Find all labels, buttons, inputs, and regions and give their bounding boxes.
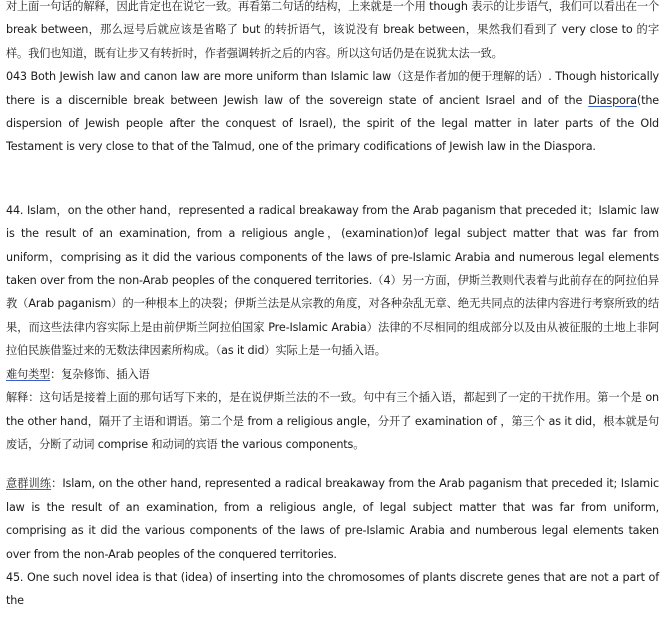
diaspora-underlined-term: Diaspora <box>588 93 637 107</box>
paragraph-sentence-45: 45. One such novel idea is that (idea) of inserting into the chromosomes of plants discrete genes that are not a part of the <box>6 570 659 608</box>
paragraph-sentence-043 <box>6 65 659 159</box>
sense-group-text: ：Islam, on the other hand, represented a radical breakaway from the Arab paganism that preceded it; Islamic law is the result of an examination, from a religious angle, of legal subject matter that was far from uniform, comprising as it did the various components of the laws of pre-Islamic Arabia and numberous legal elements taken over from the non-Arab peoples of the conquered territories. <box>6 477 659 561</box>
paragraph-sense-group-training <box>6 472 659 566</box>
paragraph-sentence-44: 44. Islam，on the other hand，represented a radical breakaway from the Arab paganism that preceded it；Islamic law is the result of an examination, from a religious angle，(examination)of legal subject matter that was far from uniform，comprising as it did the various components of the laws of pre-Islamic Arabia and numerous legal elements taken over from the non-Arab peoples of the conquered territories.（4）另一方面，伊斯兰教则代表着与此前存在的阿拉伯异教（Arab paganism）的一种根本上的决裂；伊斯兰法是从宗教的角度，对各种杂乱无章、绝无共同点的法律内容进行考察所致的结果，而这些法律内容实际上是由前伊斯兰阿拉伯国家 Pre-Islamic Arabia）法律的不尽相同的组成部分以及由从被征服的土地上非阿拉伯民族借鉴过来的无数法律因素所构成。（as it did）实际上是一句插入语。 <box>6 203 659 358</box>
paragraph-explanation-44: 解释：这句话是接着上面的那句话写下来的，是在说伊斯兰法的不一致。句中有三个插入语，都起到了一定的干扰作用。第一个是 on the other hand，隔开了主语和谓语。第二个是 from a religious angle，分开了 examination of ，第三个 as it did，根本就是句废话，分断了动词 comprise 和动词的宾语 the various components。 <box>6 391 659 451</box>
sense-group-label: 意群训练 <box>6 477 52 491</box>
difficulty-type-label: 难句类型 <box>6 367 51 381</box>
difficulty-type-text: ：复杂修饰、插入语 <box>50 367 150 381</box>
paragraph-explanation-jewish-law: 对上面一句话的解释，因此肯定也在说它一致。再看第二句话的结构，上来就是一个用 though 表示的让步语气，我们可以看出在一个 break between，那么逗号后就应该是省略了 but 的转折语气，该说没有 break between，果然我们看到了 very close to 的字样。我们也知道，既有让步又有转折时，作者强调转折之后的内容。所以这句话仍是在说犹太法一致。 <box>6 0 659 60</box>
paragraph-difficulty-type <box>6 363 659 386</box>
sentence-043-text-after: (the dispersion of Jewish people after the conquest of Israel), the spirit of the legal matter in later parts of the Old Testament is very close to that of the Talmud, one of the primary codifications of Jewish law in the Diaspora. <box>6 93 659 154</box>
sentence-043-text-before: 043 Both Jewish law and canon law are more uniform than Islamic law（这是作者加的便于理解的话）. Though historically there is a discernible break between Jewish law of the sovereign state of ancient Israel and of the <box>6 70 659 107</box>
